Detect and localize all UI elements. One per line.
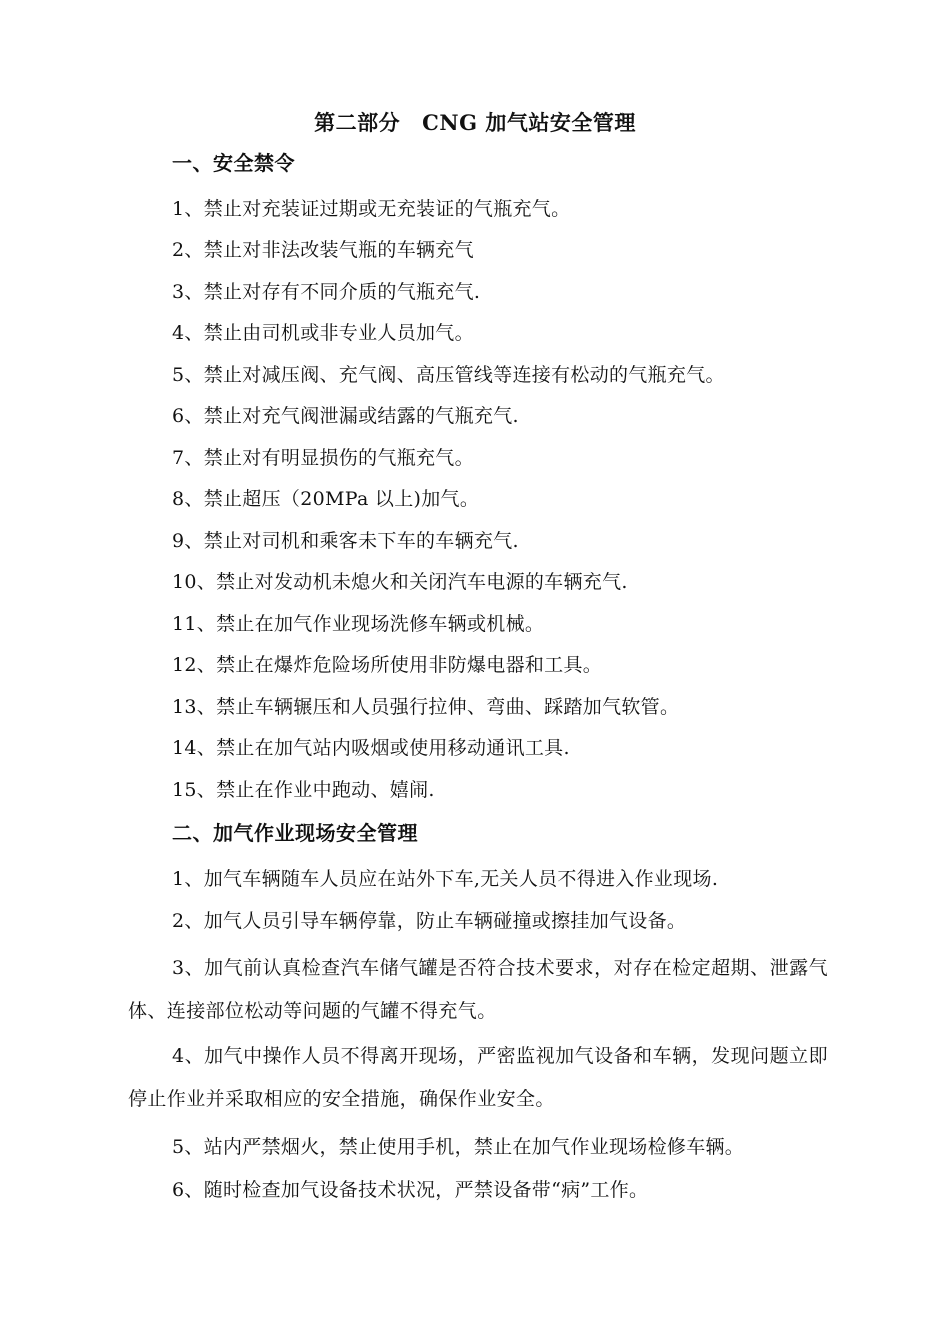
- management-item: 3、加气前认真检查汽车储气罐是否符合技术要求，对存在检定超期、泄露气体、连接部位松动等问题的气罐不得充气。: [128, 957, 828, 1022]
- prohibition-item: 15、禁止在作业中跑动、嬉闹.: [172, 779, 435, 801]
- prohibition-item: 10、禁止对发动机未熄火和关闭汽车电源的车辆充气.: [172, 571, 628, 593]
- section-heading-safety-prohibitions: 一、安全禁令: [172, 151, 295, 175]
- prohibition-item: 2、禁止对非法改装气瓶的车辆充气: [172, 239, 474, 261]
- prohibition-item: 13、禁止车辆辗压和人员强行拉伸、弯曲、踩踏加气软管。: [172, 696, 680, 718]
- prohibition-item: 7、禁止对有明显损伤的气瓶充气。: [172, 447, 474, 469]
- management-item: 1、加气车辆随车人员应在站外下车,无关人员不得进入作业现场.: [172, 868, 719, 890]
- management-item: 2、加气人员引导车辆停靠，防止车辆碰撞或擦挂加气设备。: [172, 910, 687, 932]
- management-item: 6、随时检查加气设备技术状况，严禁设备带“病”工作。: [172, 1179, 649, 1201]
- prohibition-item: 14、禁止在加气站内吸烟或使用移动通讯工具.: [172, 737, 570, 759]
- management-item: 4、加气中操作人员不得离开现场，严密监视加气设备和车辆，发现问题立即停止作业并采取相应的安全措施，确保作业安全。: [128, 1045, 828, 1110]
- prohibition-item: 8、禁止超压（20MPa 以上)加气。: [172, 488, 480, 510]
- document-title: [0, 106, 950, 140]
- title-main: CNG 加气站安全管理: [422, 110, 636, 135]
- section-heading-site-safety-management: 二、加气作业现场安全管理: [172, 821, 418, 845]
- prohibition-item: 5、禁止对减压阀、充气阀、高压管线等连接有松动的气瓶充气。: [172, 364, 725, 386]
- prohibition-item: 3、禁止对存有不同介质的气瓶充气.: [172, 281, 481, 303]
- prohibition-item: 4、禁止由司机或非专业人员加气。: [172, 322, 474, 344]
- title-part: 第二部分: [314, 110, 401, 135]
- prohibition-item: 6、禁止对充气阀泄漏或结露的气瓶充气.: [172, 405, 519, 427]
- prohibition-item: 11、禁止在加气作业现场洗修车辆或机械。: [172, 613, 545, 635]
- prohibition-item: 9、禁止对司机和乘客未下车的车辆充气.: [172, 530, 519, 552]
- prohibition-item: 12、禁止在爆炸危险场所使用非防爆电器和工具。: [172, 654, 603, 676]
- management-item: 5、站内严禁烟火，禁止使用手机，禁止在加气作业现场检修车辆。: [172, 1136, 745, 1158]
- prohibition-item: 1、禁止对充装证过期或无充装证的气瓶充气。: [172, 198, 571, 220]
